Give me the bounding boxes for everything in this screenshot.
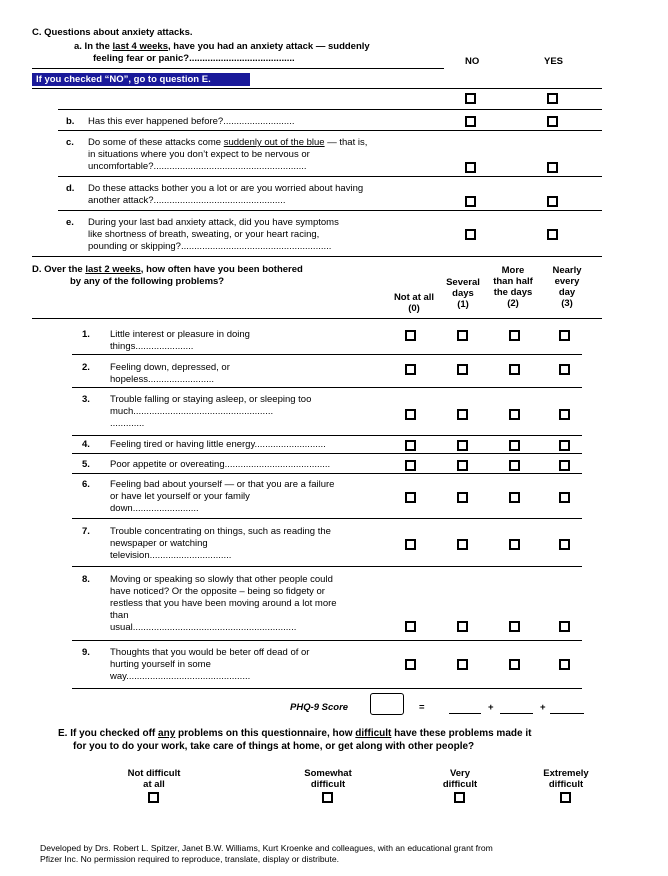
question-c-e-line2: like shortness of breath, sweating, or your heart racing, (88, 229, 320, 240)
checkbox-item-2-nearly-every-day[interactable] (559, 364, 570, 375)
question-c-a-line2: feeling fear or panic?........................................ (93, 53, 295, 64)
column-header-score: (3) (561, 298, 573, 309)
checkbox-item-8-several-days[interactable] (457, 621, 468, 632)
question-letter: c. (66, 137, 74, 148)
option-label: Somewhat (304, 768, 352, 779)
checkbox-c-c-no[interactable] (465, 162, 476, 173)
section-d-title-text-end: , how often have you been bothered (140, 264, 303, 275)
checkbox-item-9-nearly-every-day[interactable] (559, 659, 570, 670)
section-d-title (32, 264, 303, 275)
checkbox-item-6-not-at-all[interactable] (405, 492, 416, 503)
checkbox-item-1-not-at-all[interactable] (405, 330, 416, 341)
checkbox-item-9-several-days[interactable] (457, 659, 468, 670)
checkbox-c-a-no[interactable] (465, 93, 476, 104)
section-e-text: problems on this questionnaire, how (175, 728, 356, 739)
divider (58, 210, 602, 211)
column-header-nearly-every-day (541, 265, 593, 309)
option-label: at all (143, 779, 165, 790)
checkbox-c-e-no[interactable] (465, 229, 476, 240)
column-header-more-than-half (485, 265, 541, 309)
section-d-title-line2: by any of the following problems? (70, 276, 225, 287)
divider (58, 176, 602, 177)
divider (58, 109, 602, 110)
plus-sign: + (540, 702, 546, 713)
option-extremely-difficult (524, 768, 608, 790)
divider (72, 518, 582, 519)
item-number: 6. (82, 479, 90, 490)
column-header-not-at-all (384, 292, 444, 314)
question-c-e-line3: pounding or skipping?......................................................... (88, 241, 332, 252)
column-header-line: every (554, 276, 580, 287)
divider (32, 256, 602, 257)
checkbox-item-2-not-at-all[interactable] (405, 364, 416, 375)
divider (72, 387, 582, 388)
column-header-line: Nearly (552, 265, 582, 276)
question-c-c-line2: in situations where you don’t expect to be nervous or (88, 149, 310, 160)
section-d-title-text: D. Over the (32, 264, 86, 275)
item-text: Feeling tired or having little energy........................... (110, 439, 326, 450)
checkbox-item-1-several-days[interactable] (457, 330, 468, 341)
section-c-title: C. Questions about anxiety attacks. (32, 27, 193, 38)
item-text: ............. (110, 418, 145, 429)
item-text: way............................................... (110, 671, 251, 682)
checkbox-item-1-more-than-half[interactable] (509, 330, 520, 341)
question-c-d: Do these attacks bother you a lot or are you worried about having (88, 183, 364, 194)
item-number: 4. (82, 439, 90, 450)
phq9-score-box[interactable] (370, 693, 404, 715)
option-label: Not difficult (127, 768, 181, 779)
question-letter: d. (66, 183, 75, 194)
checkbox-item-5-more-than-half[interactable] (509, 460, 520, 471)
option-not-difficult (112, 768, 196, 790)
checkbox-item-3-more-than-half[interactable] (509, 409, 520, 420)
checkbox-item-4-nearly-every-day[interactable] (559, 440, 570, 451)
question-c-b: Has this ever happened before?........................... (88, 116, 295, 127)
item-text: newspaper or watching (110, 538, 208, 549)
checkbox-c-e-yes[interactable] (547, 229, 558, 240)
checkbox-item-2-several-days[interactable] (457, 364, 468, 375)
column-header-line: the days (493, 287, 533, 298)
checkbox-c-b-no[interactable] (465, 116, 476, 127)
option-label: Extremely (543, 768, 589, 779)
checkbox-item-4-more-than-half[interactable] (509, 440, 520, 451)
score-blank[interactable] (500, 713, 533, 714)
question-c-a-text-end: , have you had an anxiety attack — suddenly (168, 41, 370, 52)
column-header-score: (1) (457, 299, 469, 310)
item-number: 2. (82, 362, 90, 373)
question-c-d-line2: another attack?.................................................. (88, 195, 286, 206)
item-text: or have let yourself or your family (110, 491, 250, 502)
column-header-score: (2) (507, 298, 519, 309)
question-c-a-underlined: last 4 weeks (112, 41, 169, 52)
item-text: Thoughts that you would be beter off dead of or (110, 647, 310, 658)
question-c-a-text: a. In the (74, 41, 113, 52)
plus-sign: + (488, 702, 494, 713)
checkbox-item-6-several-days[interactable] (457, 492, 468, 503)
checkbox-c-c-yes[interactable] (547, 162, 558, 173)
checkbox-item-9-not-at-all[interactable] (405, 659, 416, 670)
divider (72, 453, 582, 454)
divider (72, 435, 582, 436)
checkbox-c-d-no[interactable] (465, 196, 476, 207)
item-number: 9. (82, 647, 90, 658)
column-header-line: than half (493, 276, 533, 287)
checkbox-item-3-several-days[interactable] (457, 409, 468, 420)
checkbox-item-6-nearly-every-day[interactable] (559, 492, 570, 503)
item-text: than (110, 610, 129, 621)
section-e-underlined: difficult (355, 728, 392, 739)
column-header-line: Not at all (393, 292, 435, 303)
checkbox-item-7-more-than-half[interactable] (509, 539, 520, 550)
divider (72, 473, 582, 474)
header-no: NO (465, 56, 480, 67)
item-text: television............................... (110, 550, 232, 561)
checkbox-item-5-not-at-all[interactable] (405, 460, 416, 471)
column-header-score: (0) (408, 303, 420, 314)
skip-instruction-banner: If you checked “NO”, go to question E. (32, 73, 250, 86)
question-c-c-text: Do some of these attacks come (88, 137, 224, 148)
item-text: Little interest or pleasure in doing (110, 329, 250, 340)
divider (58, 130, 602, 131)
question-c-e: During your last bad anxiety attack, did you have symptoms (88, 217, 339, 228)
option-label: Very (449, 768, 471, 779)
checkbox-item-6-more-than-half[interactable] (509, 492, 520, 503)
item-number: 8. (82, 574, 90, 585)
section-e-title-line2: for you to do your work, take care of things at home, or get along with other people? (73, 741, 475, 752)
divider (72, 354, 582, 355)
question-c-c-underlined: suddenly out of the blue (223, 137, 325, 148)
checkbox-item-2-more-than-half[interactable] (509, 364, 520, 375)
item-text: down......................... (110, 503, 199, 514)
column-header-line: days (452, 288, 474, 299)
checkbox-c-a-yes[interactable] (547, 93, 558, 104)
item-text: Trouble concentrating on things, such as reading the (110, 526, 331, 537)
item-text: hopeless......................... (110, 374, 215, 385)
divider (72, 566, 582, 567)
checkbox-item-8-not-at-all[interactable] (405, 621, 416, 632)
item-text: have noticed? Or the opposite – being so fidgety or (110, 586, 325, 597)
question-letter: b. (66, 116, 75, 127)
checkbox-item-8-more-than-half[interactable] (509, 621, 520, 632)
checkbox-item-3-nearly-every-day[interactable] (559, 409, 570, 420)
question-c-c (88, 137, 367, 148)
question-letter: e. (66, 217, 74, 228)
section-e-text: have these problems made it (391, 728, 532, 739)
divider (72, 640, 582, 641)
footer-credit: Developed by Drs. Robert L. Spitzer, Janet B.W. Williams, Kurt Kroenke and colleagues, with an educational grant from (40, 843, 493, 853)
section-e-underlined: any (158, 728, 176, 739)
checkbox-c-b-yes[interactable] (547, 116, 558, 127)
checkbox-item-5-nearly-every-day[interactable] (559, 460, 570, 471)
question-c-c-line3: uncomfortable?.......................................................... (88, 161, 307, 172)
footer-permission: Pfizer Inc. No permission required to reproduce, translate, display or distribute. (40, 854, 340, 864)
score-blank[interactable] (449, 713, 481, 714)
header-yes: YES (544, 56, 564, 67)
checkbox-item-9-more-than-half[interactable] (509, 659, 520, 670)
item-text: Feeling bad about yourself — or that you are a failure (110, 479, 335, 490)
question-c-a (74, 41, 370, 52)
item-number: 3. (82, 394, 90, 405)
checkbox-c-d-yes[interactable] (547, 196, 558, 207)
item-text: things...................... (110, 341, 194, 352)
item-text: much..................................................... (110, 406, 274, 417)
checkbox-item-7-several-days[interactable] (457, 539, 468, 550)
section-d-title-underlined: last 2 weeks (85, 264, 141, 275)
section-e-text: E. If you checked off (58, 728, 159, 739)
checkbox-item-5-several-days[interactable] (457, 460, 468, 471)
option-label: difficult (548, 779, 584, 790)
checkbox-item-4-several-days[interactable] (457, 440, 468, 451)
option-label: difficult (442, 779, 478, 790)
checkbox-item-8-nearly-every-day[interactable] (559, 621, 570, 632)
item-text: hurting yourself in some (110, 659, 211, 670)
item-text: Poor appetite or overeating........................................ (110, 459, 331, 470)
item-number: 7. (82, 526, 90, 537)
score-blank[interactable] (550, 713, 584, 714)
checkbox-somewhat-difficult[interactable] (322, 792, 333, 803)
item-text: Trouble falling or staying asleep, or sleeping too (110, 394, 312, 405)
checkbox-item-1-nearly-every-day[interactable] (559, 330, 570, 341)
item-number: 5. (82, 459, 90, 470)
option-label: difficult (310, 779, 346, 790)
checkbox-not-difficult[interactable] (148, 792, 159, 803)
item-text: usual.............................................................. (110, 622, 297, 633)
option-somewhat-difficult (286, 768, 370, 790)
item-text: Moving or speaking so slowly that other people could (110, 574, 333, 585)
divider (32, 68, 444, 69)
checkbox-item-3-not-at-all[interactable] (405, 409, 416, 420)
option-very-difficult (418, 768, 502, 790)
divider (32, 88, 602, 89)
item-number: 1. (82, 329, 90, 340)
column-header-line: day (558, 287, 576, 298)
checkbox-very-difficult[interactable] (454, 792, 465, 803)
question-c-c-text-end: — that is, (324, 137, 368, 148)
item-text: restless that you have been moving around a lot more (110, 598, 337, 609)
divider (72, 688, 582, 689)
checkbox-item-7-nearly-every-day[interactable] (559, 539, 570, 550)
equals-sign: = (419, 702, 425, 713)
column-header-line: Several (446, 277, 480, 288)
column-header-line: More (501, 265, 525, 276)
divider (32, 318, 602, 319)
section-e-title (58, 728, 531, 739)
checkbox-extremely-difficult[interactable] (560, 792, 571, 803)
checkbox-item-7-not-at-all[interactable] (405, 539, 416, 550)
phq9-score-label: PHQ-9 Score (290, 702, 349, 713)
item-text: Feeling down, depressed, or (110, 362, 230, 373)
checkbox-item-4-not-at-all[interactable] (405, 440, 416, 451)
column-header-several-days (440, 277, 486, 310)
